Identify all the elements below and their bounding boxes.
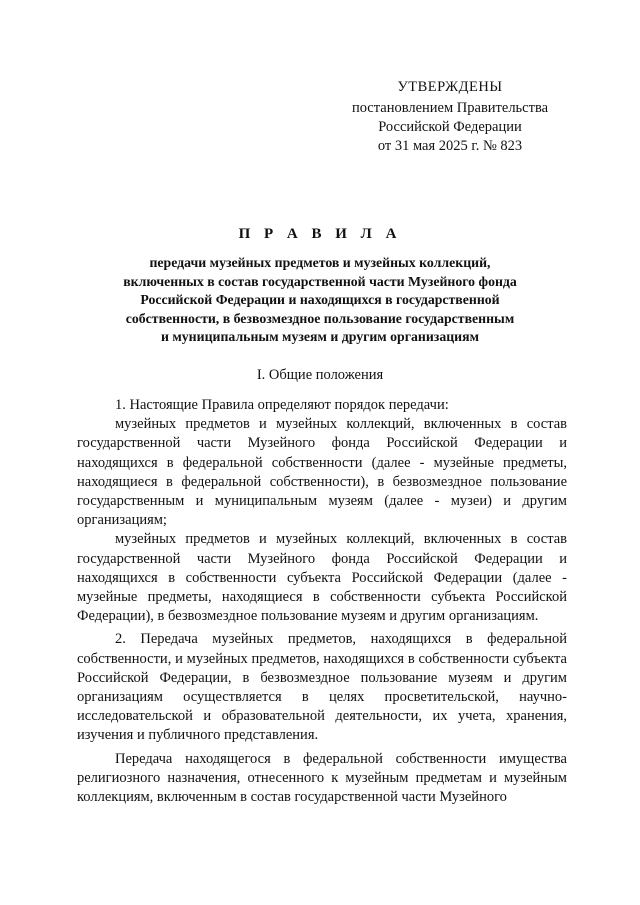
section-heading: I. Общие положения [256,367,384,383]
document-subtitle [90,254,550,347]
paragraph: Передача находящегося в федеральной собственности имущества религиозного назначения, отнесенного к музейным предметам и музейным коллекциям, включенным в состав государственной части Музейного [77,750,567,806]
paragraph: музейных предметов и музейных коллекций, включенных в состав государственной части Музейного фонда Российской Федерации и находящихся в собственности субъекта Российской Федерации (далее - музейные предметы, находящиеся в собственности субъекта Российской Федерации), в безвозмездное пользование музеям и другим организациям. [77,531,567,625]
approval-block [300,78,600,156]
document-title: П Р А В И Л А [238,226,402,242]
paragraph: 2. Передача музейных предметов, находящихся в федеральной собственности, и музейных предметов, находящихся в собственности субъекта Российской Федерации, в безвозмездное пользование музеям и другим организациям осуществляется в целях просветительской, научно-исследовательской и образовательной деятельности, их учета, хранения, изучения и публичного представления. [77,631,567,744]
subtitle-line: Российской Федерации и находящихся в государственной [140,292,500,308]
approval-line: постановлением Правительства [351,100,549,116]
subtitle-line: включенных в состав государственной части Музейного фонда [123,273,517,289]
paragraph: 1. Настоящие Правила определяют порядок передачи: [115,397,449,413]
document-body [77,396,567,807]
approval-stamp: УТВЕРЖДЕНЫ [397,79,503,95]
subtitle-line: собственности, в безвозмездное пользование государственным [125,310,515,326]
paragraph: музейных предметов и музейных коллекций, включенных в состав государственной части Музейного фонда Российской Федерации и находящихся в федеральной собственности (далее - музейные предметы, находящиеся в федеральной собственности), в безвозмездное пользование государственным и муниципальным музеям (далее - музеи) и другим организациям; [77,416,567,529]
approval-line: от 31 мая 2025 г. № 823 [377,138,523,154]
subtitle-line: передачи музейных предметов и музейных коллекций, [149,255,491,270]
approval-line: Российской Федерации [378,119,522,135]
subtitle-line: и муниципальным музеям и другим организациям [160,329,479,345]
